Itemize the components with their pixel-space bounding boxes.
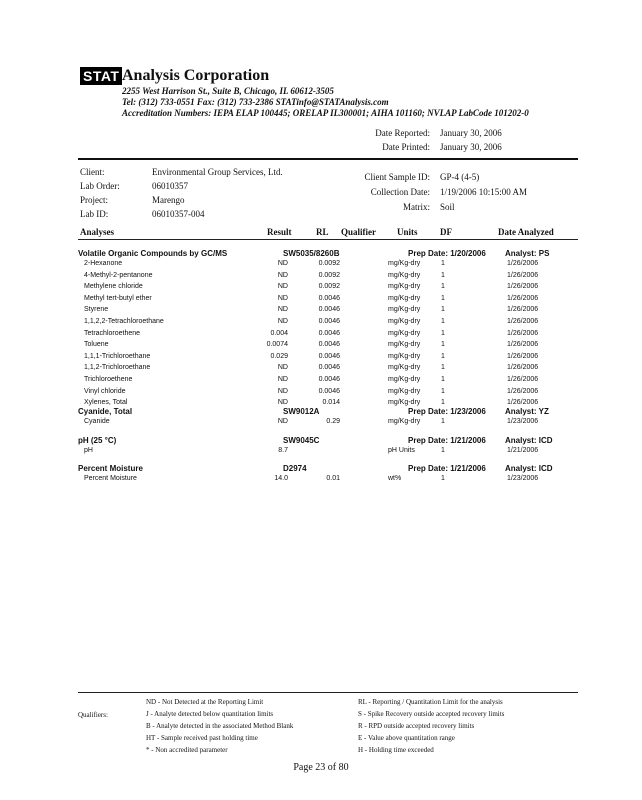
analyte-date-analyzed: 1/23/2006: [507, 475, 539, 482]
col-units: Units: [397, 227, 418, 237]
analyte-rl: 0.0046: [318, 364, 340, 372]
analyte-name: Percent Moisture: [84, 475, 137, 482]
analyte-df: 1: [441, 387, 445, 395]
analyte-name: Styrene: [84, 306, 109, 314]
analyte-date-analyzed: 1/26/2006: [507, 329, 539, 337]
section-prep-date: Prep Date: 1/21/2006: [408, 464, 486, 473]
qualifier-definition: * - Non accredited parameter: [146, 746, 228, 754]
analyte-result: ND: [277, 364, 288, 372]
section-analyst: Analyst: YZ: [505, 407, 549, 416]
section-prep-date: Prep Date: 1/21/2006: [408, 436, 486, 445]
analyte-rl: 0.0046: [318, 387, 340, 395]
analyte-df: 1: [441, 376, 445, 383]
analyte-rl: 0.29: [326, 418, 340, 425]
analyte-df: 1: [441, 306, 445, 314]
company-logo: STAT: [80, 67, 122, 85]
analyte-date-analyzed: 1/26/2006: [507, 387, 539, 395]
date-printed-value: January 30, 2006: [440, 142, 502, 152]
client-label: Client:: [80, 167, 105, 177]
analyte-rl: 0.0092: [318, 260, 340, 267]
analyte-df: 1: [441, 329, 445, 337]
project-value: Marengo: [152, 195, 185, 205]
section-prep-date: Prep Date: 1/20/2006: [408, 249, 486, 258]
analyte-units: mg/Kg-dry: [388, 318, 421, 325]
analyte-rl: 0.0046: [318, 341, 340, 349]
qualifier-definition: J - Analyte detected below quantitation limits: [146, 710, 274, 718]
analyte-df: 1: [441, 283, 445, 291]
analyte-result: ND: [277, 294, 288, 302]
analyte-df: 1: [441, 475, 445, 482]
page-number: Page 23 of 80: [293, 762, 349, 773]
col-qualifier: Qualifier: [341, 227, 376, 237]
company-address: 2255 West Harrison St., Suite B, Chicago, IL 60612-3505: [122, 86, 334, 96]
analyte-df: 1: [441, 294, 445, 302]
analyte-units: mg/Kg-dry: [388, 399, 421, 407]
qualifier-definition: RL - Reporting / Quantitation Limit for the analysis: [358, 698, 503, 706]
section-method: SW9012A: [283, 407, 320, 416]
analyte-date-analyzed: 1/26/2006: [507, 318, 539, 325]
analyte-df: 1: [441, 260, 445, 267]
col-rl: RL: [316, 227, 329, 237]
lab-id-value: 06010357-004: [152, 209, 205, 219]
analyte-name: 1,1,2-Trichloroethane: [84, 364, 151, 372]
analyte-name: Methyl tert-butyl ether: [84, 294, 152, 302]
analyte-units: mg/Kg-dry: [388, 294, 421, 302]
section-method: SW9045C: [283, 436, 320, 445]
collection-date-label: Collection Date:: [370, 187, 430, 197]
analyte-units: mg/Kg-dry: [388, 260, 421, 267]
column-divider: [78, 239, 578, 240]
analyte-date-analyzed: 1/26/2006: [507, 376, 539, 383]
client-value: Environmental Group Services, Ltd.: [152, 167, 283, 177]
analyte-result: ND: [277, 283, 288, 291]
lab-order-label: Lab Order:: [80, 181, 120, 191]
analyte-date-analyzed: 1/26/2006: [507, 306, 539, 314]
collection-date-value: 1/19/2006 10:15:00 AM: [440, 187, 528, 197]
analyte-name: 4-Methyl-2-pentanone: [84, 271, 153, 279]
matrix-label: Matrix:: [403, 202, 430, 212]
section-method: SW5035/8260B: [283, 249, 340, 258]
analyte-name: 1,1,2,2-Tetrachloroethane: [84, 318, 164, 325]
analyte-date-analyzed: 1/26/2006: [507, 283, 539, 291]
section-analyst: Analyst: PS: [505, 249, 550, 258]
analyte-name: 1,1,1-Trichloroethane: [84, 352, 151, 360]
header-divider: [78, 158, 578, 160]
analyte-units: mg/Kg-dry: [388, 364, 421, 372]
footer-divider: [78, 692, 578, 693]
analyte-result: ND: [277, 376, 288, 383]
qualifier-definition: S - Spike Recovery outside accepted recovery limits: [358, 710, 505, 718]
analyte-name: Cyanide: [84, 418, 110, 425]
project-label: Project:: [80, 195, 108, 205]
analyte-rl: 0.01: [326, 475, 340, 482]
section-title: Volatile Organic Compounds by GC/MS: [78, 249, 228, 258]
qualifiers-label: Qualifiers:: [78, 711, 108, 719]
analyte-units: mg/Kg-dry: [388, 329, 421, 337]
col-result: Result: [267, 227, 292, 237]
analyte-name: pH: [84, 447, 93, 454]
section-title: Cyanide, Total: [78, 407, 133, 416]
client-sample-value: GP-4 (4-5): [440, 172, 480, 182]
analyte-units: mg/Kg-dry: [388, 352, 421, 360]
analyte-units: mg/Kg-dry: [388, 376, 421, 383]
analyte-name: Trichloroethene: [84, 376, 133, 383]
section-prep-date: Prep Date: 1/23/2006: [408, 407, 486, 416]
analyte-date-analyzed: 1/26/2006: [507, 341, 539, 349]
analyte-date-analyzed: 1/26/2006: [507, 294, 539, 302]
analyte-rl: 0.0046: [318, 306, 340, 314]
analyte-result: 0.0074: [266, 341, 288, 349]
analyte-rl: 0.0046: [318, 352, 340, 360]
analyte-df: 1: [441, 447, 445, 454]
analyte-df: 1: [441, 418, 445, 425]
analyte-units: mg/Kg-dry: [388, 387, 421, 395]
analyte-name: Toluene: [84, 341, 109, 349]
analyte-result: 14.0: [274, 475, 288, 482]
analyte-result: 0.029: [270, 352, 288, 360]
analyte-units: mg/Kg-dry: [388, 306, 421, 314]
qualifier-definition: R - RPD outside accepted recovery limits: [358, 722, 475, 730]
date-printed-label: Date Printed:: [382, 142, 430, 152]
accreditation-numbers: Accreditation Numbers: IEPA ELAP 100445; ORELAP IL300001; AIHA 101160; NVLAP LabCode 101202-0: [122, 108, 529, 118]
analyte-df: 1: [441, 399, 445, 407]
analyte-units: mg/Kg-dry: [388, 283, 421, 291]
qualifier-definition: ND - Not Detected at the Reporting Limit: [146, 698, 264, 706]
analyte-result: ND: [277, 260, 288, 267]
col-analyses: Analyses: [80, 227, 115, 237]
analyte-df: 1: [441, 271, 445, 279]
analyte-rl: 0.0046: [318, 376, 340, 383]
analyte-result: ND: [277, 318, 288, 325]
analyte-result: ND: [277, 306, 288, 314]
analyte-units: mg/Kg-dry: [388, 418, 421, 425]
analyte-date-analyzed: 1/26/2006: [507, 352, 539, 360]
analyte-date-analyzed: 1/21/2006: [507, 447, 539, 454]
analyte-units: wt%: [388, 475, 402, 482]
analyte-rl: 0.0046: [318, 294, 340, 302]
analyte-date-analyzed: 1/26/2006: [507, 399, 539, 407]
analyte-name: 2-Hexanone: [84, 260, 123, 267]
matrix-value: Soil: [440, 202, 455, 212]
analyte-rl: 0.0046: [318, 329, 340, 337]
qualifier-definition: E - Value above quantitation range: [358, 734, 455, 742]
analyte-date-analyzed: 1/23/2006: [507, 418, 539, 425]
analyte-name: Vinyl chloride: [84, 387, 126, 395]
analyte-result: 8.7: [278, 447, 288, 454]
analyte-rl: 0.0092: [318, 271, 340, 279]
analyte-units: mg/Kg-dry: [388, 341, 421, 349]
section-analyst: Analyst: ICD: [505, 464, 553, 473]
analyte-date-analyzed: 1/26/2006: [507, 271, 539, 279]
date-reported-label: Date Reported:: [375, 128, 430, 138]
section-method: D2974: [283, 464, 307, 473]
analyte-result: ND: [277, 399, 288, 407]
analyte-df: 1: [441, 341, 445, 349]
analyte-result: 0.004: [270, 329, 288, 337]
analyte-rl: 0.014: [322, 399, 340, 407]
date-reported-value: January 30, 2006: [440, 128, 502, 138]
analyte-name: Methylene chloride: [84, 283, 143, 291]
analyte-units: pH Units: [388, 447, 415, 454]
analyte-date-analyzed: 1/26/2006: [507, 364, 539, 372]
analyte-rl: 0.0092: [318, 283, 340, 291]
analyte-df: 1: [441, 364, 445, 372]
qualifier-definition: B - Analyte detected in the associated Method Blank: [146, 722, 294, 730]
analyte-result: ND: [277, 271, 288, 279]
analyte-result: ND: [277, 387, 288, 395]
analyte-rl: 0.0046: [318, 318, 340, 325]
qualifier-definition: HT - Sample received past holding time: [146, 734, 258, 742]
col-date-analyzed: Date Analyzed: [498, 227, 554, 237]
analyte-units: mg/Kg-dry: [388, 271, 421, 279]
analyte-result: ND: [277, 418, 288, 425]
analyte-df: 1: [441, 352, 445, 360]
lab-id-label: Lab ID:: [80, 209, 109, 219]
analyte-name: Xylenes, Total: [84, 399, 128, 407]
section-title: pH (25 °C): [78, 436, 117, 445]
client-sample-label: Client Sample ID:: [364, 172, 430, 182]
col-df: DF: [440, 227, 452, 237]
company-contact: Tel: (312) 733-0551 Fax: (312) 733-2386 STATinfo@STATAnalysis.com: [122, 97, 389, 107]
analyte-date-analyzed: 1/26/2006: [507, 260, 539, 267]
qualifier-definition: H - Holding time exceeded: [358, 746, 434, 754]
analyte-df: 1: [441, 318, 445, 325]
section-title: Percent Moisture: [78, 464, 143, 473]
analyte-name: Tetrachloroethene: [84, 329, 141, 337]
section-analyst: Analyst: ICD: [505, 436, 553, 445]
company-name: Analysis Corporation: [122, 67, 270, 84]
lab-order-value: 06010357: [152, 181, 188, 191]
